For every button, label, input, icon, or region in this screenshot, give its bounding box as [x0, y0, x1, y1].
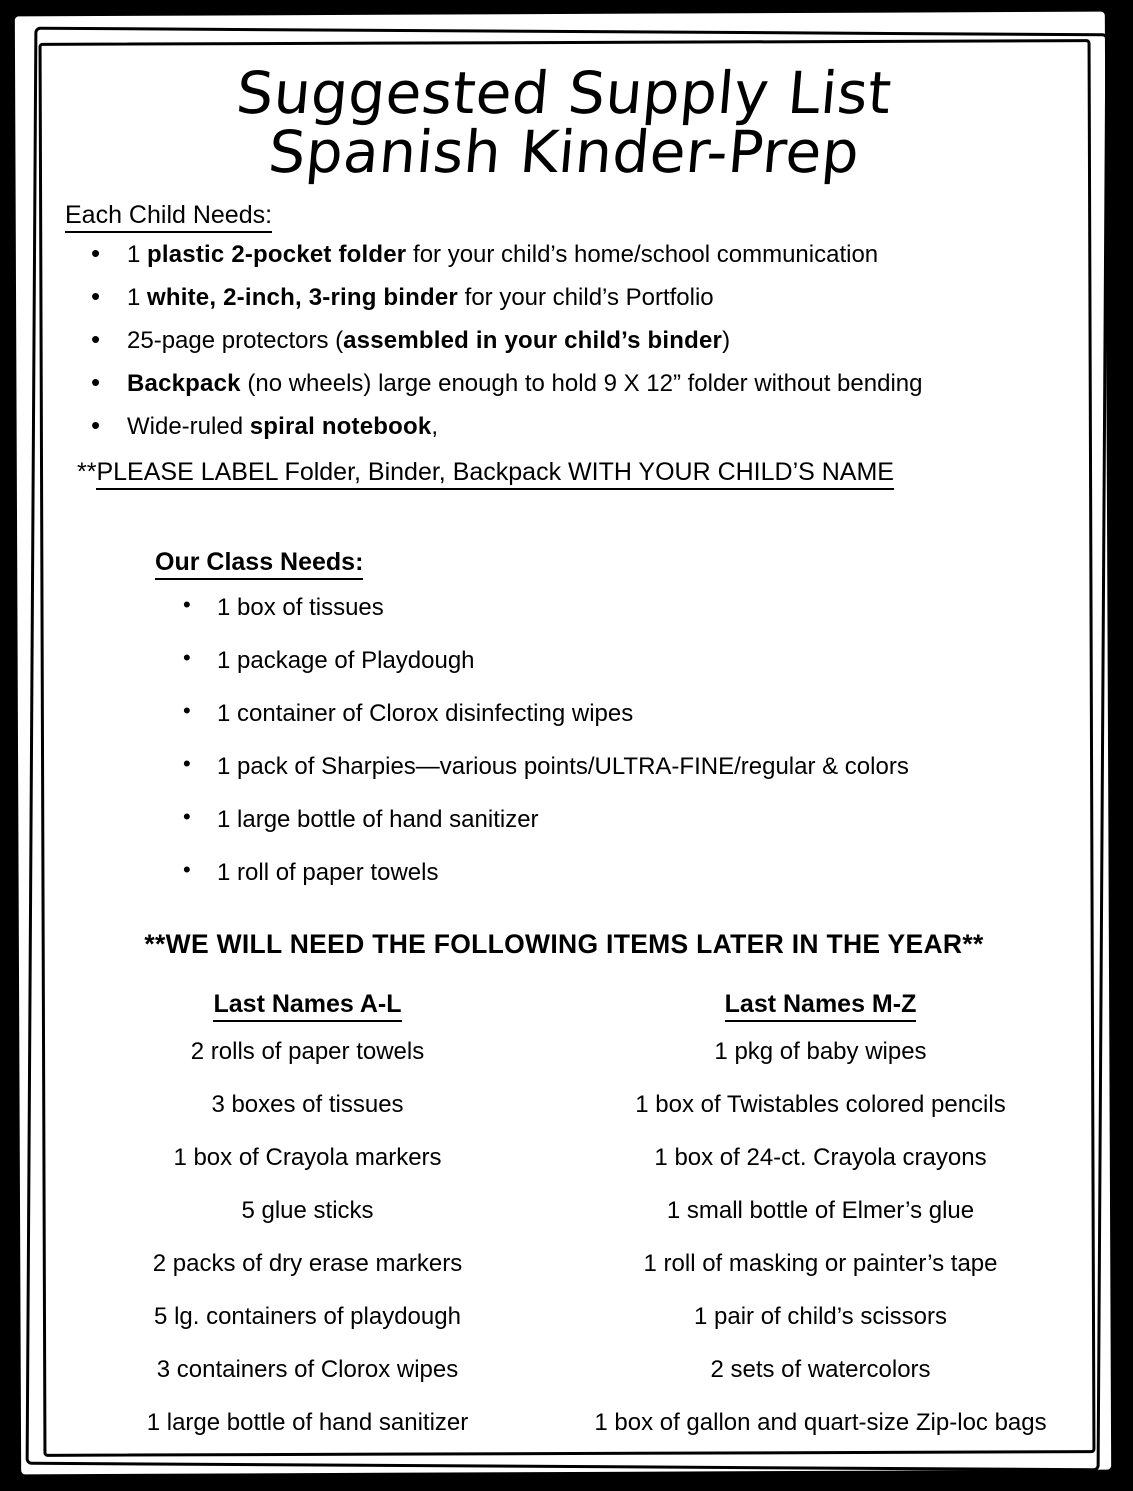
- item-text-pre: 1: [127, 283, 148, 311]
- list-item: 2 sets of watercolors: [710, 1355, 931, 1383]
- note-prefix: **: [77, 457, 97, 486]
- list-item: 1 small bottle of Elmer’s glue: [666, 1196, 975, 1224]
- list-item: 2 rolls of paper towels: [190, 1037, 425, 1065]
- note-text: PLEASE LABEL Folder, Binder, Backpack WITH YOUR CHILD’S NAME: [96, 458, 894, 490]
- item-text-post: (no wheels) large enough to hold 9 X 12” folder without bending: [240, 369, 923, 397]
- bullet-icon: •: [183, 803, 191, 829]
- list-item: [65, 237, 1081, 268]
- supply-columns: [47, 990, 1081, 1443]
- page-title-line-1: Suggested Supply List: [233, 59, 895, 127]
- item-text: 1 box of tissues: [217, 593, 384, 621]
- our-class-needs-heading: Our Class Needs:: [155, 548, 363, 580]
- bullet-icon: •: [91, 237, 101, 268]
- list-item: 5 glue sticks: [241, 1196, 374, 1224]
- list-item: 3 boxes of tissues: [211, 1090, 404, 1118]
- item-text: 1 package of Playdough: [217, 646, 475, 674]
- each-child-needs-heading: Each Child Needs:: [65, 201, 272, 233]
- column-last-names-a-l: [57, 990, 564, 1443]
- bullet-icon: •: [91, 366, 101, 397]
- list-item: 1 pkg of baby wipes: [714, 1037, 927, 1065]
- bullet-icon: •: [91, 323, 101, 354]
- item-text-post: ,: [431, 412, 439, 440]
- item-text-bold: white, 2-inch, 3-ring binder: [147, 283, 458, 311]
- bullet-icon: •: [183, 697, 191, 723]
- item-text-bold: assembled in your child’s binder: [343, 326, 723, 354]
- bullet-icon: •: [91, 409, 101, 440]
- column-heading: Last Names M-Z: [725, 990, 917, 1022]
- each-child-needs-section: [65, 201, 1081, 490]
- our-class-needs-section: [155, 548, 1081, 887]
- list-item: 1 box of Twistables colored pencils: [635, 1090, 1006, 1118]
- title-block: [47, 47, 1081, 186]
- list-item: [65, 280, 1081, 311]
- our-class-needs-list: [155, 591, 1081, 887]
- list-item: [155, 856, 1081, 887]
- bullet-icon: •: [183, 591, 191, 617]
- item-text: 1 large bottle of hand sanitizer: [217, 805, 539, 833]
- bullet-icon: •: [183, 644, 191, 670]
- item-text-pre: 25-page protectors (: [127, 326, 344, 354]
- item-text-pre: 1: [127, 240, 148, 268]
- list-item: [65, 409, 1081, 440]
- document-content: [47, 47, 1081, 1443]
- bullet-icon: •: [183, 750, 191, 776]
- item-text-pre: Wide-ruled: [127, 412, 250, 440]
- list-item: [65, 366, 1081, 397]
- list-item: 3 containers of Clorox wipes: [156, 1355, 459, 1383]
- list-item: 2 packs of dry erase markers: [152, 1249, 463, 1277]
- item-text-bold: spiral notebook: [249, 412, 432, 440]
- list-item: [155, 644, 1081, 675]
- item-text-post: ): [722, 326, 731, 354]
- list-item: 1 box of Crayola markers: [173, 1143, 442, 1171]
- bullet-icon: •: [91, 280, 101, 311]
- list-item: [155, 697, 1081, 728]
- list-item: [65, 323, 1081, 354]
- bullet-icon: •: [183, 856, 191, 882]
- list-item: 1 box of gallon and quart-size Zip-loc bags: [594, 1408, 1047, 1436]
- column-heading: Last Names A-L: [213, 990, 401, 1022]
- list-item: 1 box of 24-ct. Crayola crayons: [654, 1143, 987, 1171]
- item-text: 1 roll of paper towels: [217, 858, 439, 886]
- list-item: 1 roll of masking or painter’s tape: [643, 1249, 998, 1277]
- please-label-note: [77, 458, 1081, 490]
- item-text-bold: Backpack: [127, 369, 241, 397]
- item-text: 1 pack of Sharpies—various points/ULTRA-FINE/regular & colors: [217, 752, 909, 780]
- later-in-year-banner: **WE WILL NEED THE FOLLOWING ITEMS LATER IN THE YEAR**: [144, 928, 984, 959]
- item-text: 1 container of Clorox disinfecting wipes: [217, 699, 634, 727]
- list-item: 5 lg. containers of playdough: [154, 1302, 461, 1330]
- page-title-line-2: Spanish Kinder-Prep: [265, 117, 863, 186]
- list-item: 1 large bottle of hand sanitizer: [146, 1408, 469, 1436]
- item-text-bold: plastic 2-pocket folder: [147, 240, 407, 268]
- list-item: [155, 591, 1081, 622]
- each-child-needs-list: [65, 237, 1081, 440]
- column-last-names-m-z: [564, 990, 1071, 1443]
- item-text-post: for your child’s home/school communication: [406, 240, 879, 268]
- list-item: [155, 803, 1081, 834]
- list-item: [155, 750, 1081, 781]
- item-text-post: for your child’s Portfolio: [457, 283, 714, 311]
- list-item: 1 pair of child’s scissors: [694, 1302, 947, 1330]
